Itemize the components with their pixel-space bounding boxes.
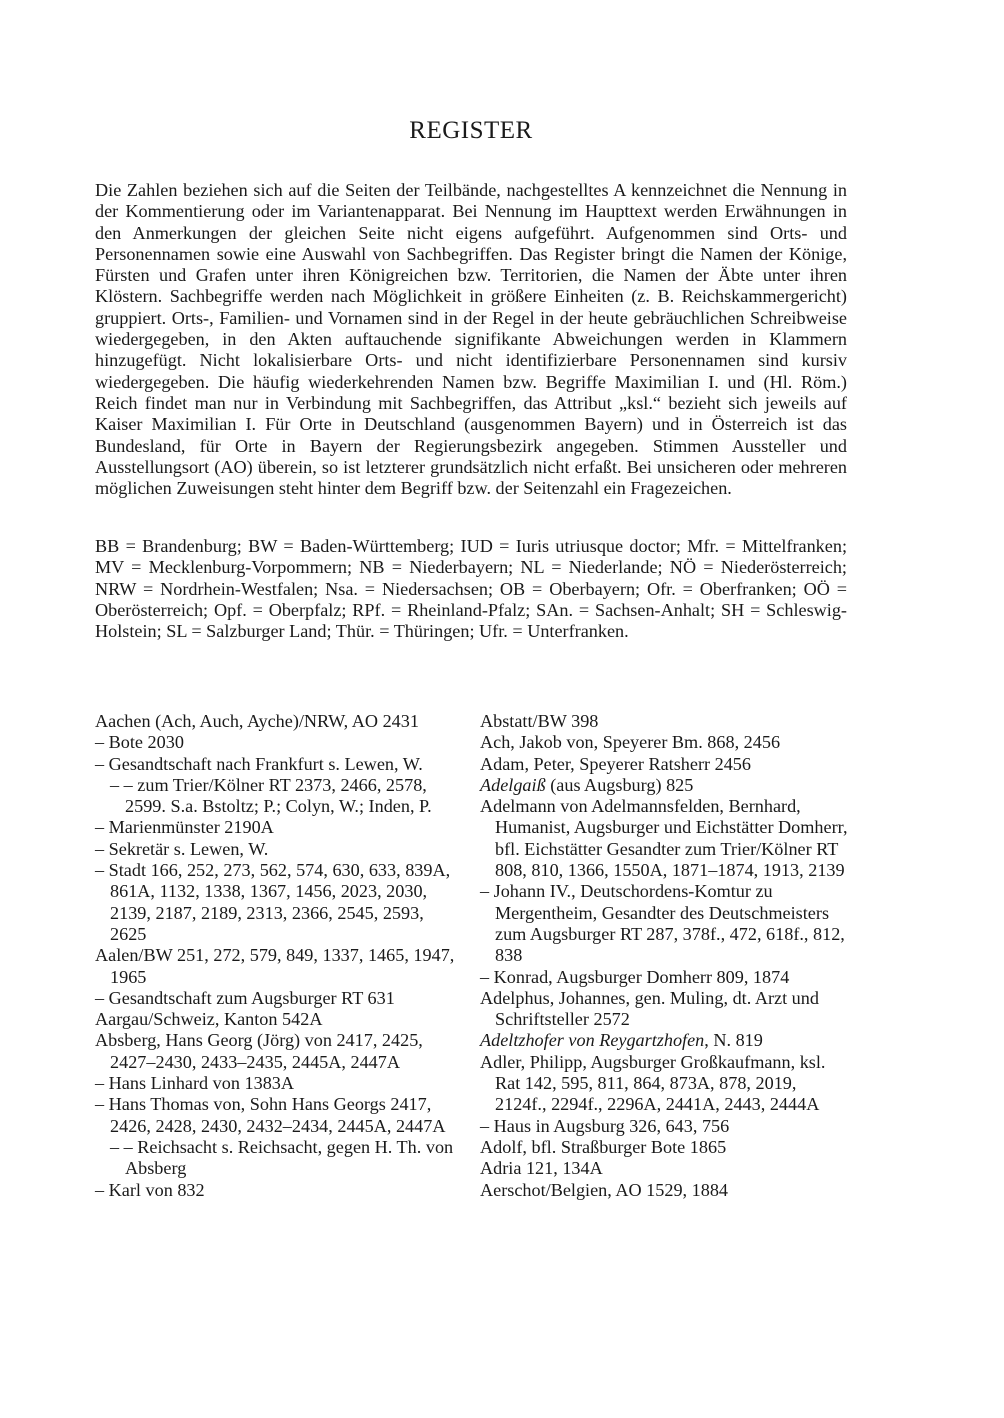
abbreviations-paragraph: BB = Brandenburg; BW = Baden-Württemberg; IUD = Iuris utriusque doctor; Mfr. = Mittelfranken; MV = Mecklenburg-Vorpommern; NB = Niederbayern; NL = Niederlande; NÖ = Niederösterreich; NRW = Nordrhein-Westfalen; Nsa. = Niedersachsen; OB = Oberbayern; Ofr. = Oberfranken; OÖ = Oberösterreich; Opf. = Oberpfalz; RPf. = Rheinland-Pfalz; SAn. = Sachsen-Anhalt; SH = Schleswig-Holstein; SL = Salzburger Land; Thür. = Thüringen; Ufr. = Unterfranken. [95, 536, 847, 642]
index-entry-text: – Johann IV., Deutschordens-Komtur zu Mergentheim, Gesandter des Deutschmeisters zum Augsburger RT 287, 378f., 472, 618f., 812, 838 [480, 881, 845, 966]
index-entry [480, 796, 850, 881]
index-entry [95, 775, 460, 818]
index-entry [95, 1030, 460, 1073]
index-entry [95, 754, 460, 775]
index-entry [95, 732, 460, 753]
index-entry [480, 1052, 850, 1116]
index-entry-text: , N. 819 [704, 1030, 763, 1051]
index-entry [95, 1180, 460, 1201]
index-entry [95, 860, 460, 945]
index-entry-text: Ach, Jakob von, Speyerer Bm. 868, 2456 [480, 732, 781, 753]
index-entry [480, 1116, 850, 1137]
index-entry [480, 711, 850, 732]
index-entry-text: Abstatt/BW 398 [480, 711, 599, 731]
index-entry [95, 945, 460, 988]
index-entry [480, 988, 850, 1031]
index-entry-text: – Hans Thomas von, Sohn Hans Georgs 2417, 2426, 2428, 2430, 2432–2434, 2445A, 2447A [95, 1094, 446, 1136]
index-entry [95, 1094, 460, 1137]
index-entry-text: – – zum Trier/Kölner RT 2373, 2466, 2578, 2599. S.a. Bstoltz; P.; Colyn, W.; Inden, P. [110, 774, 432, 817]
index-entry [480, 754, 850, 775]
index-entry [480, 967, 850, 988]
index-entry-text: – Sekretär s. Lewen, W. [95, 838, 269, 859]
index-entry [95, 1073, 460, 1094]
index-entry-text: – Marienmünster 2190A [95, 817, 274, 838]
index-entry-text: Adelphus, Johannes, gen. Muling, dt. Arzt und Schriftsteller 2572 [480, 987, 819, 1030]
index-entry-text: Adler, Philipp, Augsburger Großkaufmann, ksl. Rat 142, 595, 811, 864, 873A, 878, 2019, 2124f., 2294f., 2296A, 2441A, 2443, 2444A [480, 1051, 826, 1115]
index-entry-text: – Bote 2030 [95, 732, 184, 753]
index-column-right [480, 711, 850, 1201]
index-entry-text: Aargau/Schweiz, Kanton 542A [95, 1009, 323, 1030]
index-entry [480, 1137, 850, 1158]
index-entry-text: – Konrad, Augsburger Domherr 809, 1874 [480, 966, 790, 987]
index-entry-text: Adolf, bfl. Straßburger Bote 1865 [480, 1136, 727, 1157]
index-entry-text: Adam, Peter, Speyerer Ratsherr 2456 [480, 753, 751, 774]
index-entry [95, 1009, 460, 1030]
index-entry-text: Aalen/BW 251, 272, 579, 849, 1337, 1465, 1947, 1965 [95, 945, 455, 987]
index-entry [480, 1030, 850, 1051]
index-column-left [95, 711, 460, 1201]
index-entry-text: Adelmann von Adelmannsfelden, Bernhard, Humanist, Augsburger und Eichstätter Domherr, bfl. Eichstätter Gesandter zum Trier/Kölner RT 808, 810, 1366, 1550A, 1871–1874, 1913, 2139 [480, 796, 848, 881]
index-entry [95, 988, 460, 1009]
index-entry-text: – Gesandtschaft zum Augsburger RT 631 [95, 987, 395, 1008]
index-entry [95, 1137, 460, 1180]
index-entry [480, 881, 850, 966]
index-entry-text: – Gesandtschaft nach Frankfurt s. Lewen, W. [95, 753, 423, 774]
index-entry-text: – Karl von 832 [95, 1179, 205, 1200]
intro-paragraph: Die Zahlen beziehen sich auf die Seiten der Teilbände, nachgestelltes A kennzeichnet die Nennung in der Kommentierung oder im Variantenapparat. Bei Nennung im Haupttext werden Erwähnungen in den Anmerkungen der gleichen Seite nicht eigens aufgeführt. Aufgenommen sind Orts- und Personennamen sowie eine Auswahl von Sachbegriffen. Das Register bringt die Namen der Könige, Fürsten und Grafen unter ihren Königreichen bzw. Territorien, die Namen der Äbte unter ihren Klöstern. Sachbegriffe werden nach Möglichkeit in größere Einheiten (z. B. Reichskammergericht) gruppiert. Orts-, Familien- und Vornamen sind in der Regel in der heute gebräuchlichen Schreibweise wiedergegeben, in den Akten auftauchende signifikante Abweichungen werden in Klammern hinzugefügt. Nicht lokalisierbare Orts- und nicht identifizierbare Personennamen sind kursiv wiedergegeben. Die häufig wiederkehrenden Namen bzw. Begriffe Maximilian I. und (Hl. Röm.) Reich findet man nur in Verbindung mit Sachbegriffen, das Attribut „ksl.“ bezieht sich jeweils auf Kaiser Maximilian I. Für Orte in Deutschland (ausgenommen Bayern) und in Österreich ist das Bundesland, für Orte in Bayern der Regierungsbezirk angegeben. Stimmen Aussteller und Ausstellungsort (AO) überein, so ist letzterer grundsätzlich nicht erfaßt. Bei unsicheren oder mehreren möglichen Zuweisungen steht hinter dem Begriff bzw. der Seitenzahl ein Fragezeichen. [95, 180, 847, 499]
page-title: REGISTER [409, 117, 533, 144]
index-entry-text: Absberg, Hans Georg (Jörg) von 2417, 2425, 2427–2430, 2433–2435, 2445A, 2447A [95, 1030, 423, 1072]
index-entry [480, 732, 850, 753]
index-entry [480, 1158, 850, 1179]
index-entry-text: Aerschot/Belgien, AO 1529, 1884 [480, 1179, 729, 1200]
index-entry-text: – – Reichsacht s. Reichsacht, gegen H. Th. von Absberg [110, 1136, 454, 1179]
index-entry-text: Adria 121, 134A [480, 1158, 603, 1179]
index-entry-text: – Stadt 166, 252, 273, 562, 574, 630, 633, 839A, 861A, 1132, 1338, 1367, 1456, 2023, 2030, 2139, 2187, 2189, 2313, 2366, 2545, 2593, 2625 [95, 860, 451, 944]
index-entry-text: – Hans Linhard von 1383A [95, 1073, 295, 1094]
index-entry-text: (aus Augsburg) 825 [545, 774, 694, 795]
index-entry-text: – Haus in Augsburg 326, 643, 756 [480, 1115, 730, 1136]
index-entry-text: Aachen (Ach, Auch, Ayche)/NRW, AO 2431 [95, 711, 419, 731]
index-entry-italic-name: Adelgaiß [480, 774, 546, 795]
index-entry [480, 775, 850, 796]
index-entry [95, 839, 460, 860]
index-entry [95, 711, 460, 732]
index-entry-italic-name: Adeltzhofer von Reygartzhofen [480, 1030, 705, 1051]
index-entry [95, 817, 460, 838]
index-entry [480, 1180, 850, 1201]
